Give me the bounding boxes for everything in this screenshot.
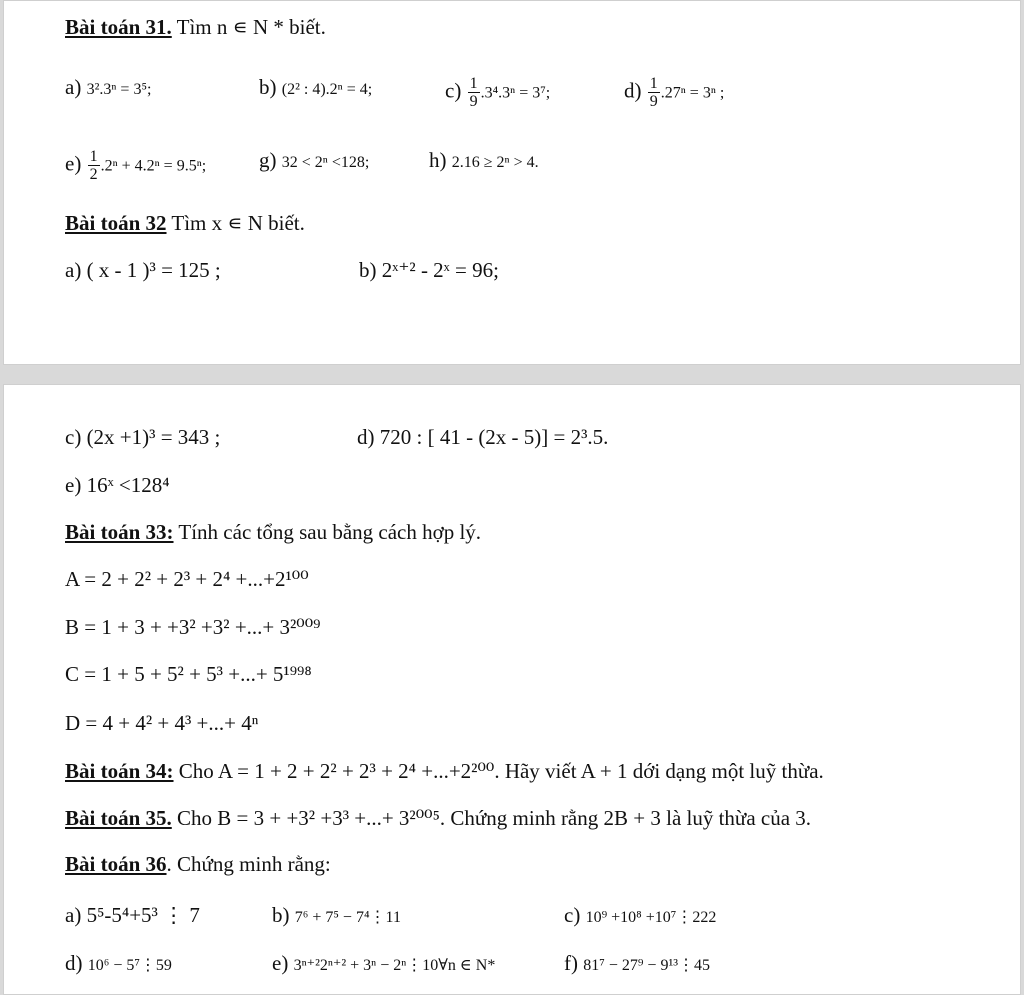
item-label: e) <box>272 951 289 975</box>
denominator: 9 <box>649 93 658 110</box>
problem-31-g <box>259 148 369 175</box>
problem-31-text: Tìm n ∊ N * biết. <box>171 15 326 39</box>
problem-32-b: b) 2ˣ⁺² - 2ˣ = 96; <box>359 258 499 282</box>
expression: 10⁹ +10⁸ +10⁷⋮222 <box>585 909 717 926</box>
problem-32-heading <box>65 211 305 235</box>
problem-31-title: Bài toán 31. <box>65 15 172 39</box>
item-label: d) <box>65 951 83 975</box>
problem-35 <box>65 806 811 830</box>
problem-34 <box>65 759 824 783</box>
problem-31-h <box>429 148 539 175</box>
problem-31-d <box>624 75 724 110</box>
problem-36-title: Bài toán 36 <box>65 852 167 876</box>
sum-c: C = 1 + 5 + 5² + 5³ +...+ 5¹⁹⁹⁸ <box>65 662 312 686</box>
numerator: 1 <box>649 75 658 92</box>
problem-32-title: Bài toán 32 <box>65 211 167 235</box>
expression: 81⁷ − 27⁹ − 9¹³⋮45 <box>583 957 711 974</box>
problem-35-title: Bài toán 35. <box>65 806 172 830</box>
expression: .2ⁿ + 4.2ⁿ = 9.5ⁿ; <box>100 157 207 175</box>
expression: (2² : 4).2ⁿ = 4; <box>281 81 373 98</box>
problem-32-text: Tìm x ∊ N biết. <box>166 211 305 235</box>
problem-34-text: Cho A = 1 + 2 + 2² + 2³ + 2⁴ +...+2²⁰⁰. Hãy viết A + 1 dới dạng một luỹ thừa. <box>173 759 824 783</box>
problem-32-a: a) ( x - 1 )³ = 125 ; <box>65 258 221 282</box>
problem-31-heading <box>65 15 326 39</box>
problem-32-c: c) (2x +1)³ = 343 ; <box>65 425 221 449</box>
sum-d: D = 4 + 4² + 4³ +...+ 4ⁿ <box>65 711 259 735</box>
problem-31-b <box>259 75 372 102</box>
expression: .27ⁿ = 3ⁿ ; <box>660 84 725 102</box>
item-label: d) <box>624 78 642 103</box>
page-2 <box>3 384 1021 995</box>
expression: .3⁴.3ⁿ = 3⁷; <box>480 84 551 102</box>
sum-a: A = 2 + 2² + 2³ + 2⁴ +...+2¹⁰⁰ <box>65 567 309 591</box>
problem-33-text: Tính các tổng sau bằng cách hợp lý. <box>173 520 482 544</box>
problem-32-d: d) 720 : [ 41 - (2x - 5)] = 2³.5. <box>357 425 609 449</box>
problem-36-heading <box>65 852 331 876</box>
problem-35-text: Cho B = 3 + +3² +3³ +...+ 3²⁰⁰⁵. Chứng minh rằng 2B + 3 là luỹ thừa của 3. <box>171 806 812 830</box>
problem-36-text: . Chứng minh rằng: <box>166 852 331 876</box>
item-label: g) <box>259 148 277 172</box>
numerator: 1 <box>89 148 98 165</box>
problem-31-e <box>65 148 206 183</box>
sum-b: B = 1 + 3 + +3² +3² +...+ 3²⁰⁰⁹ <box>65 615 321 639</box>
item-label: e) <box>65 151 82 176</box>
problem-36-c <box>564 903 716 930</box>
expression: 32 < 2ⁿ <128; <box>281 154 370 171</box>
expression: 10⁶ − 5⁷⋮59 <box>87 957 172 974</box>
problem-34-title: Bài toán 34: <box>65 759 174 783</box>
problem-36-b <box>272 903 401 930</box>
item-label: b) <box>272 903 290 927</box>
problem-32-e: e) 16ˣ <128⁴ <box>65 473 170 497</box>
expression: 3².3ⁿ = 3⁵; <box>86 81 152 98</box>
problem-36-f <box>564 951 710 978</box>
expression: 7⁶ + 7⁵ − 7⁴⋮11 <box>294 909 401 926</box>
problem-31-a <box>65 75 151 102</box>
item-label: b) <box>259 75 277 99</box>
problem-36-e <box>272 951 495 978</box>
problem-36-d <box>65 951 172 978</box>
denominator: 2 <box>89 166 98 183</box>
fraction <box>648 75 660 110</box>
problem-36-a: a) 5⁵-5⁴+5³ ⋮ 7 <box>65 903 200 927</box>
item-label: f) <box>564 951 578 975</box>
fraction <box>468 75 480 110</box>
numerator: 1 <box>469 75 478 92</box>
item-label: a) <box>65 75 82 99</box>
page-1 <box>3 0 1021 365</box>
problem-33-title: Bài toán 33: <box>65 520 174 544</box>
expression: 2.16 ≥ 2ⁿ > 4. <box>451 154 539 171</box>
problem-33-heading <box>65 520 481 544</box>
problem-31-c <box>445 75 550 110</box>
item-label: c) <box>564 903 581 927</box>
denominator: 9 <box>469 93 478 110</box>
item-label: h) <box>429 148 447 172</box>
item-label: c) <box>445 78 462 103</box>
fraction <box>88 148 100 183</box>
expression: 3ⁿ⁺²2ⁿ⁺² + 3ⁿ − 2ⁿ⋮10∀n ∈ N* <box>293 957 496 974</box>
